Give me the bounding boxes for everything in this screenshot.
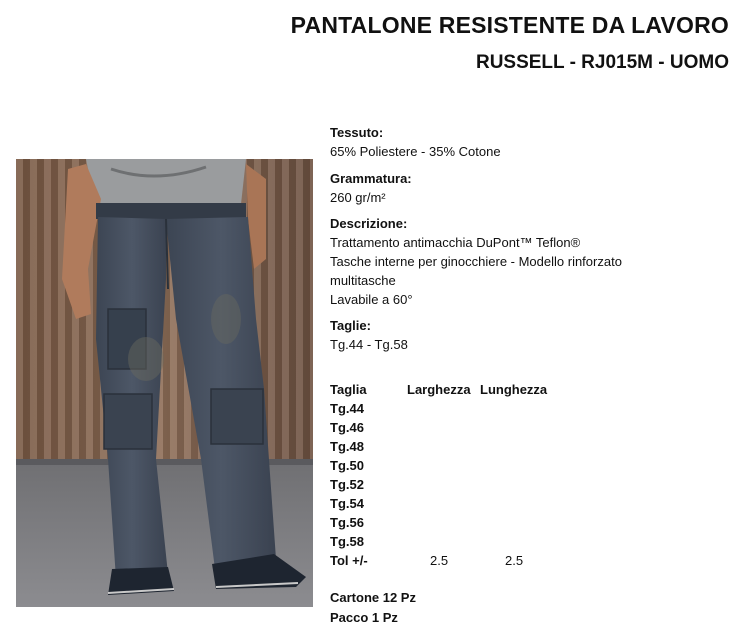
description-line: Trattamento antimacchia DuPont™ Teflon® [330, 235, 581, 250]
sizes-value: Tg.44 - Tg.58 [330, 337, 408, 352]
fabric-value: 65% Poliestere - 35% Cotone [330, 144, 501, 159]
row-length: 2.5 [505, 553, 524, 568]
row-size: Tg.44 [330, 401, 364, 416]
header-width: Larghezza [407, 382, 471, 397]
header-length: Lunghezza [480, 382, 548, 397]
row-size: Tg.56 [330, 515, 364, 530]
fabric-label: Tessuto: [330, 125, 384, 140]
packaging-info [330, 588, 416, 628]
product-title: PANTALONE RESISTENTE DA LAVORO [290, 12, 729, 38]
description-line: Tasche interne per ginocchiere - Modello rinforzato [330, 254, 622, 269]
row-size: Tg.54 [330, 496, 364, 511]
sizes-label: Taglie: [330, 318, 371, 333]
row-size: Tg.58 [330, 534, 364, 549]
row-size: Tg.52 [330, 477, 364, 492]
product-subtitle: RUSSELL - RJ015M - UOMO [475, 52, 729, 73]
row-size: Tg.50 [330, 458, 364, 473]
product-photo [16, 159, 313, 607]
pack-quantity: Pacco 1 Pz [330, 610, 398, 625]
row-width: 2.5 [430, 553, 449, 568]
weight-label: Grammatura: [330, 171, 412, 186]
description-label: Descrizione: [330, 216, 408, 231]
carton-quantity: Cartone 12 Pz [330, 590, 416, 605]
weight-value: 260 gr/m² [330, 190, 386, 205]
row-size: Tg.46 [330, 420, 364, 435]
row-size: Tol +/- [330, 553, 368, 568]
description-line: Lavabile a 60° [330, 292, 413, 307]
description-line: multitasche [330, 273, 396, 288]
row-size: Tg.48 [330, 439, 364, 454]
header-size: Taglia [330, 382, 367, 397]
